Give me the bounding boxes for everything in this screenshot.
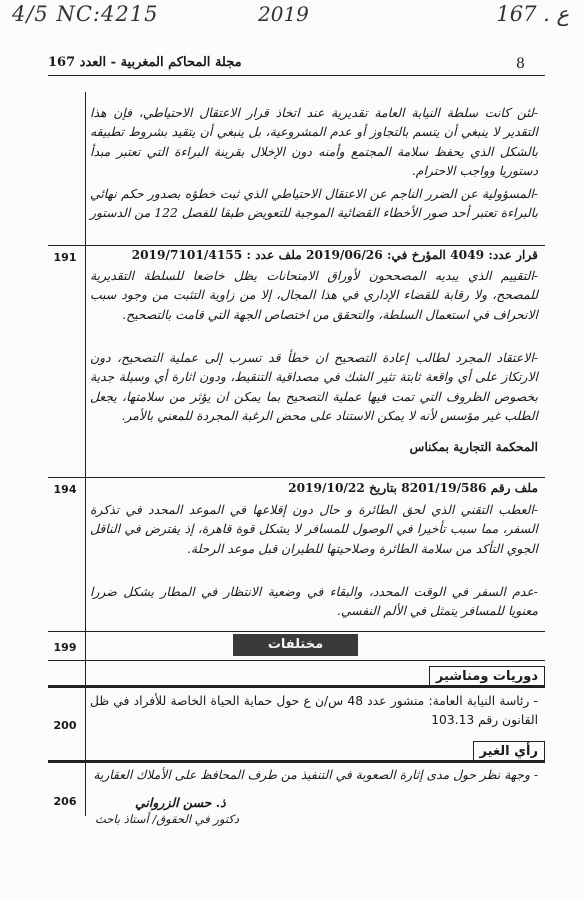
row-separator [48,660,545,661]
page-ref-194: 194 [53,483,77,496]
section-rule [48,760,545,763]
page-ref-191: 191 [53,251,77,264]
handwritten-issue: 167 . ع [496,2,569,26]
journal-title: مجلة المحاكم المغربية - العدد 167 [48,55,242,70]
summary-paragraph: -لئن كانت سلطة النيابة العامة تقديرية عند اتخاذ قرار الاعتقال الاحتياطي، فإن هذا التقدير لا ينبغي أن يتسم بالتجاوز أو عدم المشروعية، بل ينبغي أن يتقيد بشروط تطبيقه بالشكل الذي يحفظ سلامة المجتمع وأمنه دون الإخلال بقرينة البراءة التي تعتبر مبدأ دستوريا وواجب الاحترام. [90,105,538,178]
file-reference: ملف رقم 8201/19/586 بتاريخ 2019/10/22 [288,481,538,495]
periodicals-item: - رئاسة النيابة العامة: منشور عدد 48 س/ن ع حول حماية الحياة الخاصة للأفراد في ظل القانون رقم 103.13 [90,694,538,727]
page-ref-200: 200 [53,719,77,732]
opinion-heading: رأي الغير [473,741,545,762]
page-number: 8 [516,56,525,72]
row-separator [48,631,545,632]
misc-section-banner: مختلفات [233,634,358,656]
column-divider [85,92,86,816]
handwritten-reference: 4/5 NC:4215 [12,2,159,26]
summary-paragraph: -التقييم الذي يبديه المصححون لأوراق الامتحانات يظل خاضعا للسلطة التقديرية للمصحح، ولا رقابة للقضاء الإداري في هذا المجال، إلا من زاوية التثبت من وجود سبب الانحراف في استعمال السلطة، والتحقق من اختصاص الجهة التي قامت بالتصحيح. [90,268,538,322]
header-rule [48,75,545,76]
opinion-item: - وجهة نظر حول مدى إثارة الصعوبة في التنفيذ من طرف المحافظ على الأملاك العقارية [93,768,538,782]
decision-reference: قرار عدد: 4049 المؤرخ في: 2019/06/26 ملف عدد : 2019/7101/4155 [131,248,538,262]
periodicals-heading: دوريات ومناشير [429,666,545,687]
section-rule [48,685,545,688]
author-name: ذ. حسن الزرواني [135,795,226,810]
author-title: دكتور في الحقوق/ أستاذ باحث [95,812,239,826]
summary-paragraph: -عدم السفر في الوقت المحدد، والبقاء في وضعية الانتظار في المطار يشكل ضررا معنويا للمسافر يتمثل في الألم النفسي. [90,584,538,619]
row-separator [48,477,545,478]
page-ref-206: 206 [53,795,77,808]
summary-paragraph: -المسؤولية عن الضرر الناجم عن الاعتقال الاحتياطي الذي ثبت خطؤه بصدور حكم نهائي بالبراءة تعتبر أحد صور الأخطاء القضائية الموجبة للتعويض طبقا للفصل 122 من الدستور [90,186,538,221]
summary-paragraph: -الاعتقاد المجرد لطالب إعادة التصحيح ان خطأ قد تسرب إلى عملية التصحيح، دون الارتكاز على أي واقعة ثابتة تثير الشك في مصداقية التنقيط، ودون اثارة أي وسيلة جدية بخصوص الظروف التي تمت فيها عملية التصحيح بما يمكن ان يؤثر من سلامتها، يجعل الطلب غير مؤسس لأنه لا يمكن الاستناد على محض الرغبة المجردة للمعني بالأمر. [90,350,538,423]
court-name: المحكمة التجارية بمكناس [409,440,538,454]
page-ref-199: 199 [53,641,77,654]
handwritten-year: 2019 [258,2,309,26]
row-separator [48,245,545,246]
summary-paragraph: -العطب التقني الذي لحق الطائرة و حال دون إقلاعها في الموعد المحدد في تذكرة السفر، مما سبب تأخيرا في الوصول للمسافر لا يشكل قوة قاهرة، إذ يفترض في الناقل الجوي التأكد من سلامة الطائرة وصلاحيتها للطيران قبل موعد الرحلة. [90,502,538,556]
